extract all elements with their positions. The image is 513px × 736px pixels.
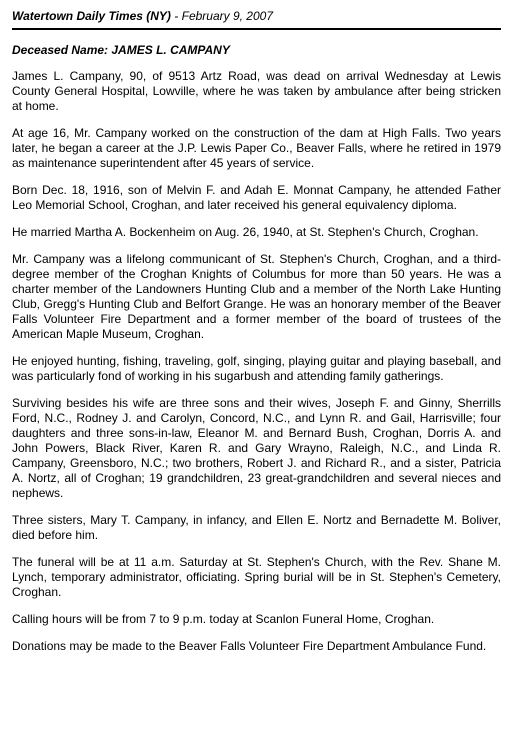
obituary-body bbox=[12, 69, 501, 654]
paragraph-marriage: He married Martha A. Bockenheim on Aug. 26, 1940, at St. Stephen's Church, Croghan. bbox=[12, 225, 479, 239]
paragraph-death-notice: James L. Campany, 90, of 9513 Artz Road, was dead on arrival Wednesday at Lewis County General Hospital, Lowville, where he was taken by ambulance after being stricken at home. bbox=[12, 69, 501, 113]
publication-date: February 9, 2007 bbox=[181, 9, 273, 23]
paragraph-donations: Donations may be made to the Beaver Falls Volunteer Fire Department Ambulance Fund. bbox=[12, 639, 487, 653]
paragraph-birth: Born Dec. 18, 1916, son of Melvin F. and Adah E. Monnat Campany, he attended Father Leo Memorial School, Croghan, and later received his general equivalency diploma. bbox=[12, 183, 501, 212]
masthead-separator: - bbox=[170, 9, 182, 23]
paragraph-survivors: Surviving besides his wife are three sons and their wives, Joseph F. and Ginny, Sherrills Ford, N.C., Rodney J. and Carolyn, Concord, N.C., and Lynn R. and Gail, Harrisville; four daughters and three sons-in-law, Eleanor M. and Bernard Bush, Croghan, Dorris A. and John Powers, Black River, Karen R. and Gary Wrayno, Raleigh, N.C., and Linda R. Campany, Greensboro, N.C.; two brothers, Robert J. and Richard R., and a sister, Patricia A. Nortz, all of Croghan; 19 grandchildren, 23 great-grandchildren and several nieces and nephews. bbox=[12, 396, 501, 500]
paragraph-funeral: The funeral will be at 11 a.m. Saturday at St. Stephen's Church, with the Rev. Shane M. Lynch, temporary administrator, officiating. Spring burial will be in St. Stephen's Cemetery, Croghan. bbox=[12, 555, 501, 599]
paragraph-hobbies: He enjoyed hunting, fishing, traveling, golf, singing, playing guitar and playing baseball, and was particularly fond of working in his sugarbush and attending family gatherings. bbox=[12, 354, 501, 383]
paragraph-predeceased: Three sisters, Mary T. Campany, in infancy, and Ellen E. Nortz and Bernadette M. Boliver, died before him. bbox=[12, 513, 501, 542]
deceased-name: Deceased Name: JAMES L. CAMPANY bbox=[12, 43, 230, 57]
paragraph-career: At age 16, Mr. Campany worked on the construction of the dam at High Falls. Two years later, he began a career at the J.P. Lewis Paper Co., Beaver Falls, where he retired in 1979 as maintenance superintendent after 45 years of service. bbox=[12, 126, 501, 170]
masthead bbox=[12, 6, 501, 30]
newspaper-name: Watertown Daily Times (NY) bbox=[12, 9, 171, 23]
paragraph-memberships: Mr. Campany was a lifelong communicant of St. Stephen's Church, Croghan, and a third-degree member of the Croghan Knights of Columbus for more than 50 years. He was a charter member of the Landowners Hunting Club and a member of the North Lake Hunting Club, Gregg's Hunting Club and Belfort Grange. He was an honorary member of the Beaver Falls Volunteer Fire Department and a former member of the board of trustees of the American Maple Museum, Croghan. bbox=[12, 252, 501, 341]
paragraph-calling-hours: Calling hours will be from 7 to 9 p.m. today at Scanlon Funeral Home, Croghan. bbox=[12, 612, 435, 626]
